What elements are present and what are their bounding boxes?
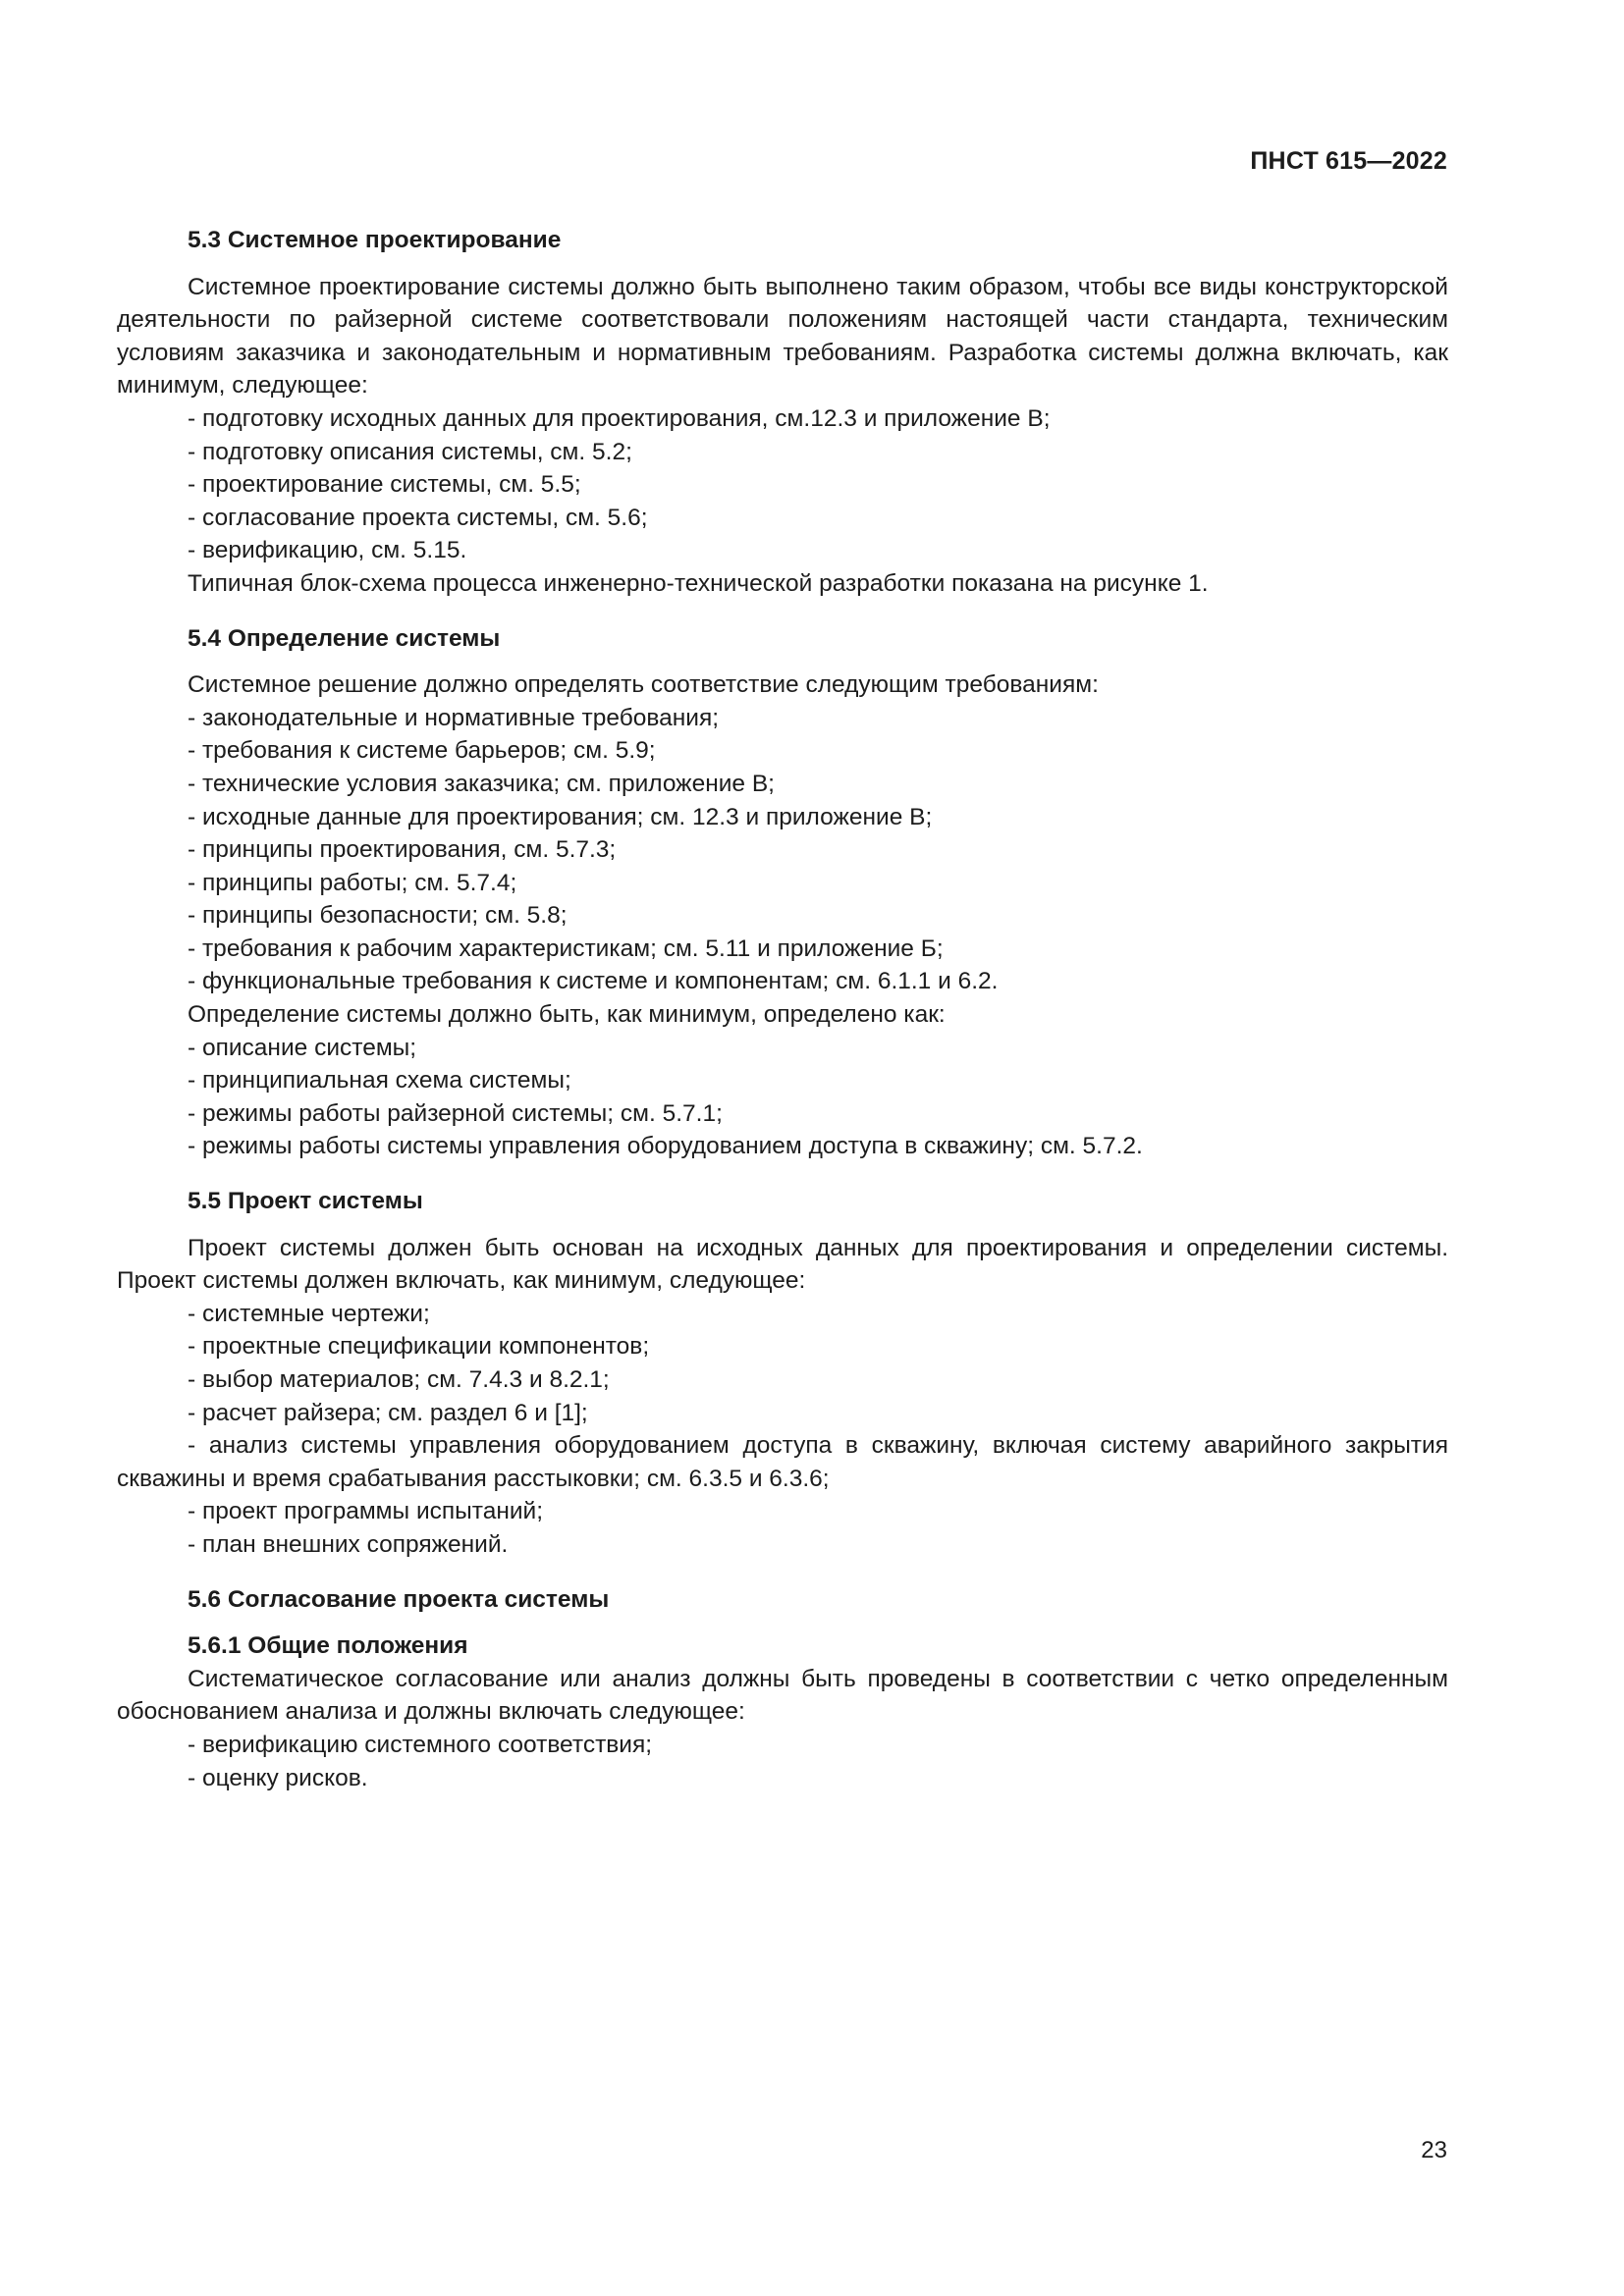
section-5-4-intro-2: Определение системы должно быть, как минимум, определено как: xyxy=(188,1001,946,1029)
list-item: - проектирование системы, см. 5.5; xyxy=(188,471,581,499)
section-heading-5-4: 5.4 Определение системы xyxy=(188,624,501,652)
list-item: - принципы безопасности; см. 5.8; xyxy=(188,902,568,930)
list-item: - анализ системы управления оборудованием доступа в скважину, включая систему аварийного закрытия скважины и время срабатывания расстыковки; см. 6.3.5 и 6.3.6; xyxy=(117,1432,1448,1492)
list-item: - технические условия заказчика; см. приложение В; xyxy=(188,770,775,797)
list-item: - системные чертежи; xyxy=(188,1300,430,1327)
list-item: - выбор материалов; см. 7.4.3 и 8.2.1; xyxy=(188,1366,610,1393)
list-item: - требования к системе барьеров; см. 5.9; xyxy=(188,737,656,765)
list-item: - требования к рабочим характеристикам; см. 5.11 и приложение Б; xyxy=(188,934,944,962)
list-item: - принципы проектирования, см. 5.7.3; xyxy=(188,836,617,864)
page-content xyxy=(117,224,1448,1794)
section-5-5-paragraph: Проект системы должен быть основан на исходных данных для проектирования и определении системы. Проект системы должен включать, как минимум, следующее: xyxy=(117,1234,1448,1295)
section-heading-5-6: 5.6 Согласование проекта системы xyxy=(188,1585,610,1613)
list-item: - подготовку описания системы, см. 5.2; xyxy=(188,438,632,465)
section-heading-5-5: 5.5 Проект системы xyxy=(188,1188,423,1215)
list-item: - исходные данные для проектирования; см. 12.3 и приложение В; xyxy=(188,803,933,830)
document-code: ПНСТ 615—2022 xyxy=(1250,147,1447,175)
list-item: - описание системы; xyxy=(188,1034,417,1061)
list-item: - проектные спецификации компонентов; xyxy=(188,1333,650,1361)
section-5-4-intro: Системное решение должно определять соответствие следующим требованиям: xyxy=(188,671,1099,699)
list-item: - функциональные требования к системе и компонентам; см. 6.1.1 и 6.2. xyxy=(188,968,999,995)
section-5-3-paragraph: Системное проектирование системы должно быть выполнено таким образом, чтобы все виды конструкторской деятельности по райзерной системе соответствовали положениям настоящей части стандарта, техническим условиям заказчика и законодательным и нормативным требованиям. Разработка системы должна включать, как минимум, следующее: xyxy=(117,273,1448,400)
list-item: - проект программы испытаний; xyxy=(188,1498,544,1525)
list-item: - план внешних сопряжений. xyxy=(188,1530,509,1558)
list-item: - оценку рисков. xyxy=(188,1764,368,1791)
list-item: - верификацию, см. 5.15. xyxy=(188,537,467,564)
list-item: - расчет райзера; см. раздел 6 и [1]; xyxy=(188,1399,588,1426)
list-item: - режимы работы системы управления оборудованием доступа в скважину; см. 5.7.2. xyxy=(188,1133,1143,1160)
list-item: - согласование проекта системы, см. 5.6; xyxy=(188,504,648,531)
subsection-heading-5-6-1: 5.6.1 Общие положения xyxy=(188,1632,468,1660)
list-item: - принципы работы; см. 5.7.4; xyxy=(188,869,517,896)
section-heading-5-3: 5.3 Системное проектирование xyxy=(188,227,562,253)
section-5-3-closing: Типичная блок-схема процесса инженерно-технической разработки показана на рисунке 1. xyxy=(188,569,1209,597)
list-item: - подготовку исходных данных для проектирования, см.12.3 и приложение В; xyxy=(188,404,1051,432)
section-5-6-1-paragraph: Систематическое согласование или анализ должны быть проведены в соответствии с четко определенным обоснованием анализа и должны включать следующее: xyxy=(117,1665,1448,1726)
page-number: 23 xyxy=(1421,2137,1447,2163)
list-item: - законодательные и нормативные требования; xyxy=(188,704,720,731)
list-item: - верификацию системного соответствия; xyxy=(188,1731,653,1758)
list-item: - режимы работы райзерной системы; см. 5.7.1; xyxy=(188,1099,723,1127)
list-item: - принципиальная схема системы; xyxy=(188,1067,571,1095)
